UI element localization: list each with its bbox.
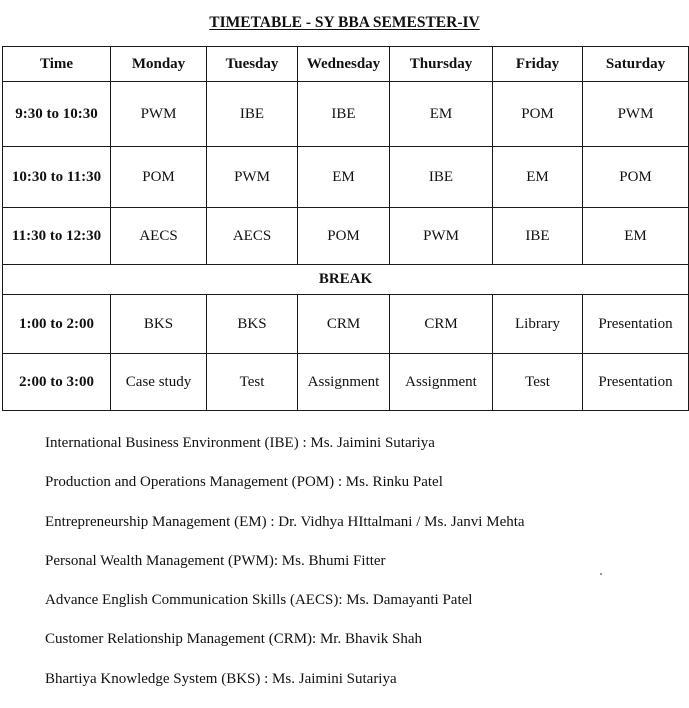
- table-cell: AECS: [111, 208, 207, 265]
- break-row: [3, 265, 689, 295]
- table-cell: PWM: [207, 147, 298, 208]
- table-cell: EM: [298, 147, 390, 208]
- time-slot: 11:30 to 12:30: [3, 208, 111, 265]
- faculty-item: Bhartiya Knowledge System (BKS) : Ms. Jaimini Sutariya: [45, 670, 397, 687]
- time-slot: 2:00 to 3:00: [3, 354, 111, 411]
- table-cell: EM: [493, 147, 583, 208]
- header-friday: Friday: [493, 47, 583, 82]
- table-row: [3, 147, 689, 208]
- table-cell: EM: [583, 208, 689, 265]
- break-label: BREAK: [3, 265, 689, 295]
- header-wednesday: Wednesday: [298, 47, 390, 82]
- faculty-item: Customer Relationship Management (CRM): Mr. Bhavik Shah: [45, 631, 423, 648]
- table-cell: Assignment: [298, 354, 390, 411]
- header-time: Time: [3, 47, 111, 82]
- table-row: [3, 354, 689, 411]
- time-slot: 9:30 to 10:30: [3, 82, 111, 147]
- faculty-item: Personal Wealth Management (PWM): Ms. Bhumi Fitter: [45, 552, 386, 569]
- time-slot: 10:30 to 11:30: [3, 147, 111, 208]
- table-cell: POM: [298, 208, 390, 265]
- faculty-item: Advance English Communication Skills (AECS): Ms. Damayanti Patel: [45, 592, 473, 609]
- table-cell: CRM: [390, 295, 493, 354]
- table-cell: CRM: [298, 295, 390, 354]
- page-title-text: TIMETABLE - SY BBA SEMESTER-IV: [209, 14, 480, 31]
- table-cell: Presentation: [583, 295, 689, 354]
- table-cell: POM: [583, 147, 689, 208]
- table-cell: IBE: [298, 82, 390, 147]
- table-cell: Assignment: [390, 354, 493, 411]
- table-cell: PWM: [583, 82, 689, 147]
- table-cell: PWM: [111, 82, 207, 147]
- scan-speck: [600, 573, 602, 575]
- table-cell: POM: [493, 82, 583, 147]
- table-cell: Test: [493, 354, 583, 411]
- table-row: [3, 208, 689, 265]
- header-thursday: Thursday: [390, 47, 493, 82]
- time-slot: 1:00 to 2:00: [3, 295, 111, 354]
- table-cell: BKS: [207, 295, 298, 354]
- faculty-item: Entrepreneurship Management (EM) : Dr. Vidhya HIttalmani / Ms. Janvi Mehta: [45, 513, 525, 530]
- table-cell: IBE: [207, 82, 298, 147]
- table-cell: Case study: [111, 354, 207, 411]
- table-cell: PWM: [390, 208, 493, 265]
- table-row: [3, 295, 689, 354]
- table-cell: Test: [207, 354, 298, 411]
- header-saturday: Saturday: [583, 47, 689, 82]
- table-cell: POM: [111, 147, 207, 208]
- timetable: [2, 46, 689, 411]
- table-cell: AECS: [207, 208, 298, 265]
- faculty-item: International Business Environment (IBE) : Ms. Jaimini Sutariya: [45, 435, 435, 451]
- header-monday: Monday: [111, 47, 207, 82]
- table-cell: IBE: [493, 208, 583, 265]
- faculty-list: [45, 433, 525, 708]
- header-tuesday: Tuesday: [207, 47, 298, 82]
- header-row: [3, 47, 689, 82]
- faculty-item: Production and Operations Management (POM) : Ms. Rinku Patel: [45, 474, 443, 491]
- table-cell: EM: [390, 82, 493, 147]
- page-title: [0, 14, 689, 32]
- table-cell: Presentation: [583, 354, 689, 411]
- table-row: [3, 82, 689, 147]
- table-cell: Library: [493, 295, 583, 354]
- table-cell: IBE: [390, 147, 493, 208]
- table-cell: BKS: [111, 295, 207, 354]
